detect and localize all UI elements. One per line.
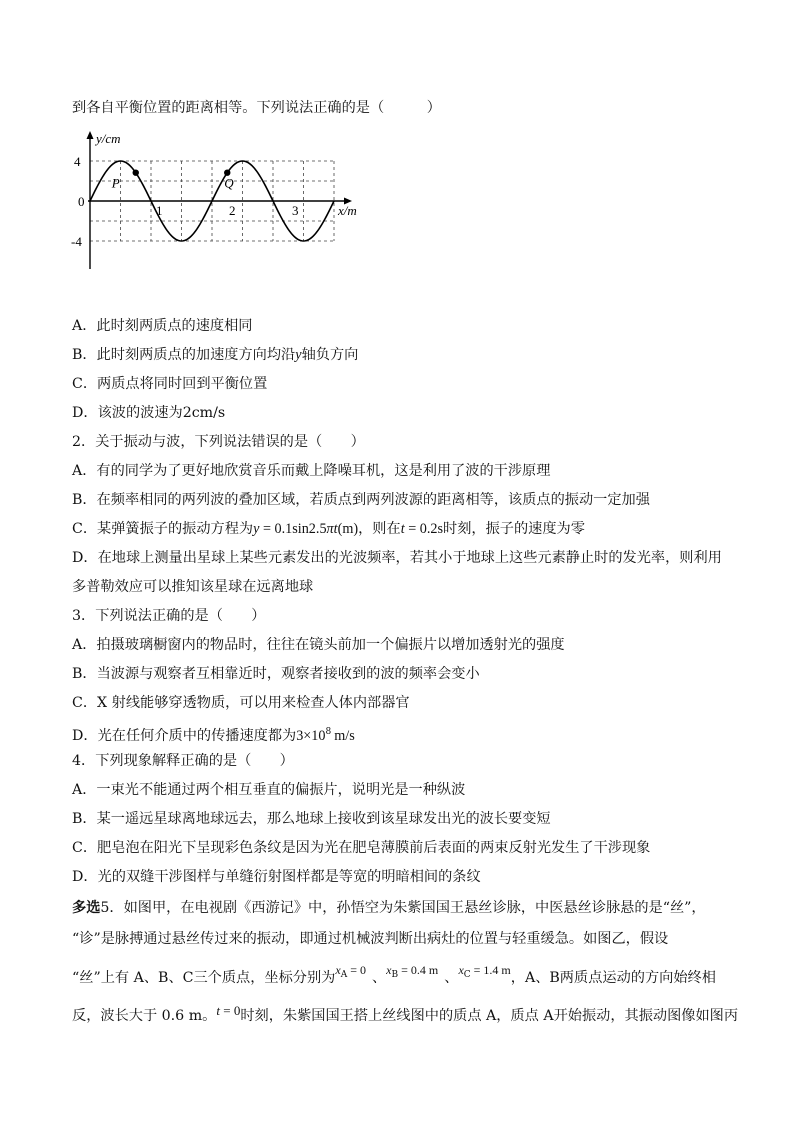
multi-select-tag: 多选 <box>72 900 101 916</box>
x-tick-2: 2 <box>229 203 236 218</box>
t0-value: = 0 <box>219 1003 241 1018</box>
q4-option-a[interactable]: A．一束光不能通过两个相互垂直的偏振片，说明光是一种纵波 <box>72 782 466 798</box>
wave-graph <box>68 125 368 275</box>
xb-subscript: B <box>391 970 399 980</box>
q3-option-d[interactable] <box>72 722 355 746</box>
xc-subscript: C <box>463 970 471 980</box>
x-tick-1: 1 <box>156 203 163 218</box>
point-q-label: Q <box>224 175 234 191</box>
intro-line: 到各自平衡位置的距离相等。下列说法正确的是（ ） <box>72 100 441 116</box>
xc-group <box>458 963 511 980</box>
q5-line3-end: ，A、B两质点运动的方向始终相 <box>510 970 716 986</box>
q1-d-value: 2cm/s <box>182 405 226 421</box>
q2-c-text: C．某弹簧振子的振动方程为 <box>72 521 254 537</box>
q5-line1-text: 5．如图甲，在电视剧《西游记》中，孙悟空为朱紫国国王悬丝诊脉，中医悬丝诊脉悬的是“丝”， <box>100 900 706 916</box>
q3-stem: 3．下列说法正确的是（ ） <box>72 608 266 624</box>
q5-line2: “诊”是脉搏通过悬丝传过来的振动，即通过机械波判断出病灶的位置与轻重缓急。如图乙，假设 <box>72 931 669 947</box>
xa-value: = 0 <box>347 963 366 977</box>
q2-option-b[interactable]: B．在频率相同的两列波的叠加区域，若质点到两列波源的距离相等，该质点的振动一定加强 <box>72 492 650 508</box>
q2-c-mid: ，则在 <box>358 521 401 537</box>
q2-c-t-val: = 0.2s <box>404 521 443 537</box>
q5-line4-end: 时刻，朱紫国国王搭上丝线图中的质点 A，质点 A开始振动，其振动图像如图丙 <box>240 1008 739 1024</box>
q5-line3 <box>72 963 716 993</box>
x-axis-label: x/m <box>338 203 357 218</box>
xa-symbol: x <box>335 963 341 977</box>
q5-coord-list <box>335 963 366 980</box>
point-p-dot <box>133 170 139 176</box>
q2-c-eq-unit: (m) <box>337 521 359 537</box>
q2-c-eq-mid: = 0.1sin2.5 <box>259 521 327 537</box>
xc-symbol: x <box>458 963 464 977</box>
q2-c-post: 时刻，振子的速度为零 <box>443 521 585 537</box>
q3-d-exp: 8 <box>325 727 332 737</box>
y-axis-label: y/cm <box>96 131 121 146</box>
q3-d-unit: m/s <box>334 728 355 744</box>
xb-group <box>386 963 439 980</box>
q4-option-c[interactable]: C．肥皂泡在阳光下呈现彩色条纹是因为光在肥皂薄膜前后表面的两束反射光发生了干涉现象 <box>72 840 651 856</box>
q1-d-text: D．该波的波速为 <box>72 405 183 421</box>
q3-option-b[interactable]: B．当波源与观察者互相靠近时，观察者接收到的波的频率会变小 <box>72 666 480 682</box>
q5-line4-text: 反，波长大于 0.6 m。 <box>72 1008 217 1024</box>
q5-sep1: 、 <box>371 970 387 986</box>
q1-b-var: y <box>295 347 302 363</box>
q1-b-text-end: 轴负方向 <box>301 347 359 363</box>
q2-option-a[interactable]: A．有的同学为了更好地欣赏音乐而戴上降噪耳机，这是利用了波的干涉原理 <box>72 463 551 479</box>
q3-option-a[interactable]: A．拍摄玻璃橱窗内的物品时，往往在镜头前加一个偏振片以增加透射光的强度 <box>72 637 565 653</box>
y-axis-arrow <box>87 131 94 139</box>
q5-sep2: 、 <box>444 970 459 986</box>
q4-option-d[interactable]: D．光的双缝干涉图样与单缝衍射图样都是等宽的明暗相间的条纹 <box>72 869 481 885</box>
q2-c-eq-pi: πt <box>326 521 338 537</box>
xb-symbol: x <box>386 963 392 977</box>
q2-option-d-line1[interactable]: D．在地球上测量出星球上某些元素发出的光波频率，若其小于地球上这些元素静止时的发光率，则利用 <box>72 550 722 566</box>
t0-symbol: t <box>216 1003 220 1018</box>
xc-value: = 1.4 m <box>470 963 511 977</box>
q3-option-c[interactable]: C．X 射线能够穿透物质，可以用来检查人体内部器官 <box>72 695 410 711</box>
q2-c-t: t <box>400 521 405 537</box>
y-tick-4: 4 <box>74 154 81 169</box>
q1-option-c[interactable]: C．两质点将同时回到平衡位置 <box>72 376 268 392</box>
q3-d-text: D．光在任何介质中的传播速度都为 <box>72 728 297 744</box>
point-p-label: P <box>111 175 120 191</box>
q1-option-b[interactable] <box>72 345 358 365</box>
q2-stem: 2．关于振动与波，下列说法错误的是（ ） <box>72 434 365 450</box>
q1-b-text: B．此时刻两质点的加速度方向均沿 <box>72 347 296 363</box>
t0-group <box>216 1004 240 1019</box>
q4-stem: 4．下列现象解释正确的是（ ） <box>72 753 294 769</box>
q2-option-c[interactable] <box>72 519 585 539</box>
x-tick-3: 3 <box>292 203 299 218</box>
xa-subscript: A <box>340 970 348 980</box>
y-tick-0: 0 <box>78 194 85 209</box>
q3-d-base: 3×10 <box>296 728 326 744</box>
q5-line3-text: “丝”上有 A、B、C三个质点，坐标分别为 <box>72 970 336 986</box>
q4-option-b[interactable]: B．某一遥远星球离地球远去，那么地球上接收到该星球发出光的波长要变短 <box>72 811 551 827</box>
xb-value: = 0.4 m <box>398 963 439 977</box>
y-tick-neg4: -4 <box>71 234 82 249</box>
q2-option-d-line2: 多普勒效应可以推知该星球在远离地球 <box>72 579 314 595</box>
q2-c-eq-lhs: y <box>253 521 260 537</box>
q5-line4 <box>72 1003 739 1027</box>
q5-line1 <box>72 898 706 918</box>
q1-option-a[interactable]: A．此时刻两质点的速度相同 <box>72 318 253 334</box>
q1-option-d[interactable] <box>72 403 225 423</box>
